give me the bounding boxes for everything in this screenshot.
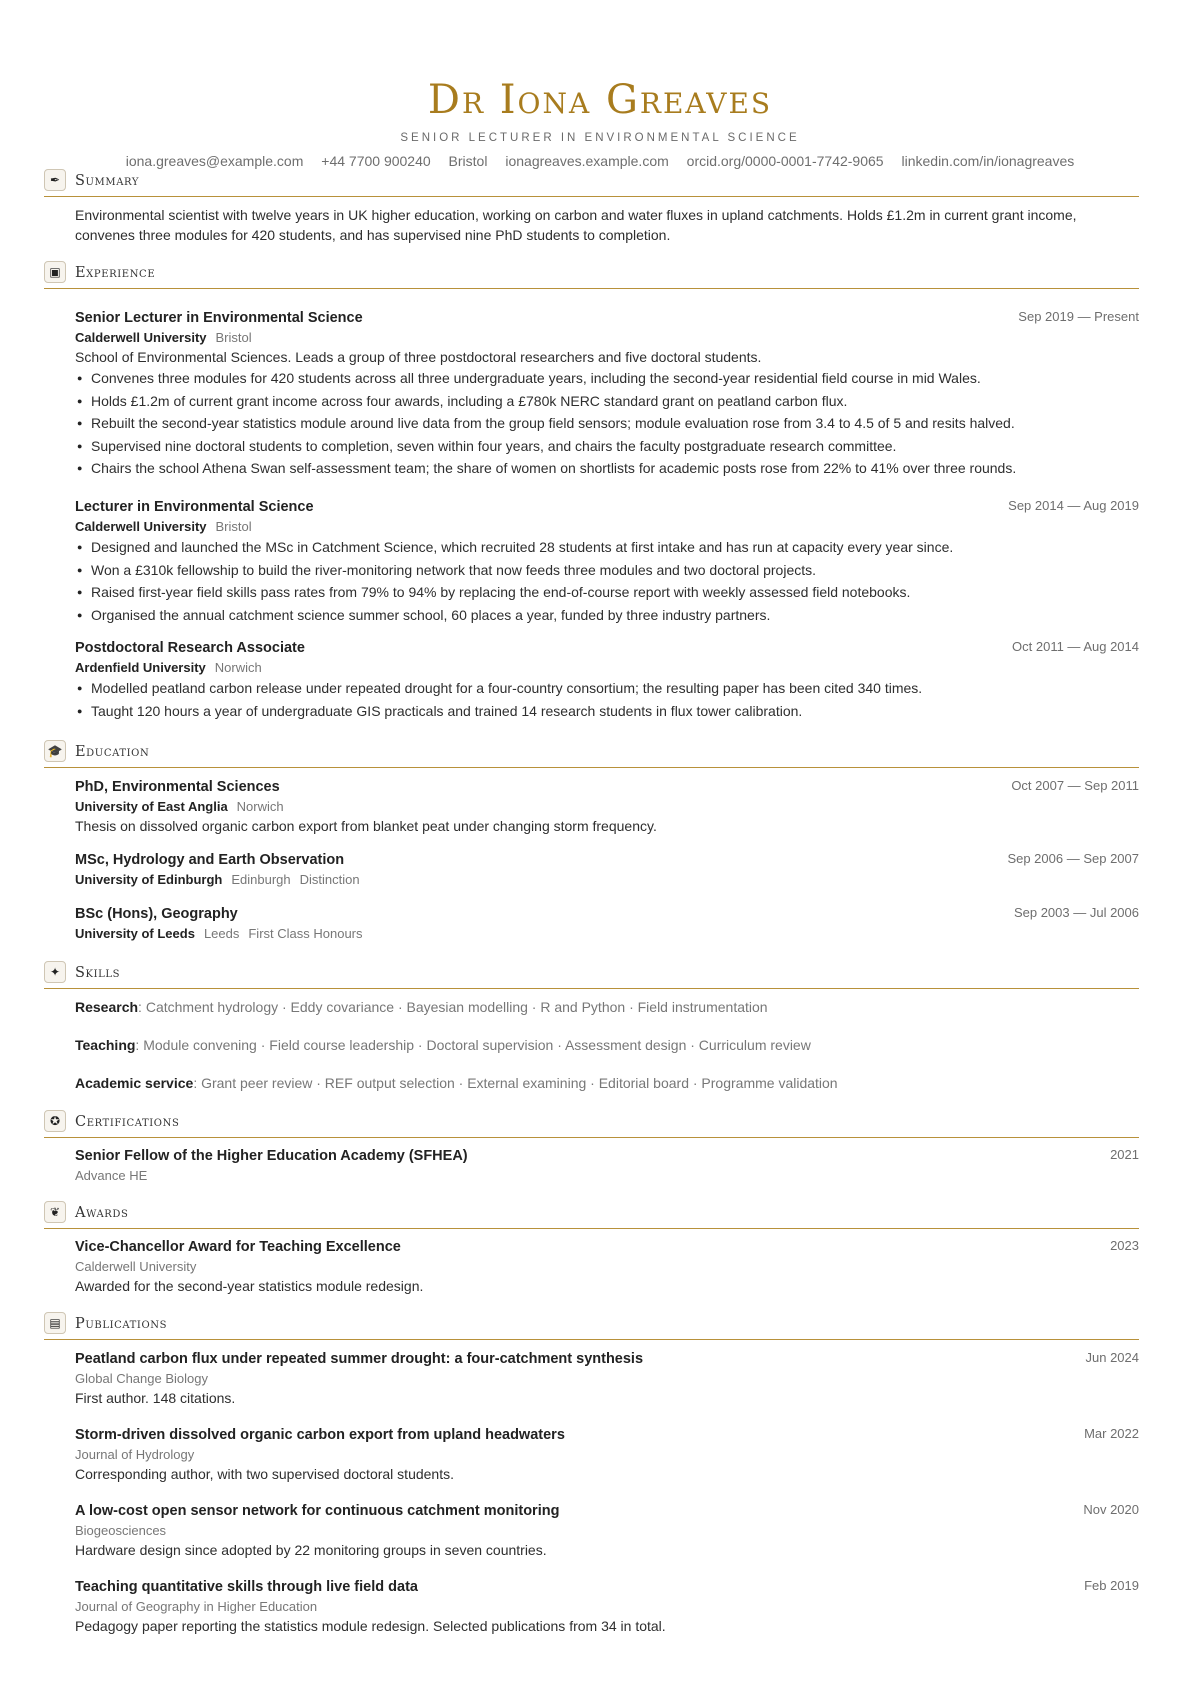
section-title: Publications xyxy=(75,1316,168,1332)
contact-phone[interactable]: +44 7700 900240 xyxy=(321,153,431,169)
section-header xyxy=(44,1112,1139,1138)
education-entry xyxy=(44,850,1139,889)
job-bullets xyxy=(75,367,1139,480)
contact-linkedin[interactable]: linkedin.com/in/ionagreaves xyxy=(901,153,1075,169)
publication-date: Feb 2019 xyxy=(1084,1578,1139,1593)
degree-title: PhD, Environmental Sciences xyxy=(75,779,280,795)
job-location: Bristol xyxy=(215,330,252,345)
degree-title: MSc, Hydrology and Earth Observation xyxy=(75,852,345,868)
job-title: Senior Lecturer in Environmental Science xyxy=(75,310,363,326)
experience-section xyxy=(44,263,1139,289)
certification-name: Senior Fellow of the Higher Education Academy (SFHEA) xyxy=(75,1148,468,1164)
job-bullets xyxy=(75,536,1139,626)
job-dates: Sep 2014 — Aug 2019 xyxy=(1008,498,1139,513)
book-icon: ▤ xyxy=(44,1312,66,1334)
contact-line xyxy=(0,153,1200,169)
skill-row: Research: Catchment hydrology · Eddy covariance · Bayesian modelling · R and Python · Field instrumentation xyxy=(75,999,768,1015)
section-title: Awards xyxy=(75,1205,129,1221)
skill-row: Academic service: Grant peer review · REF output selection · External examining · Editorial board · Programme validation xyxy=(75,1075,838,1091)
publication-note: Pedagogy paper reporting the statistics module redesign. Selected publications from 34 in total. xyxy=(75,1618,666,1634)
publication-entry xyxy=(44,1577,1139,1636)
section-header xyxy=(44,263,1139,289)
job-dates: Sep 2019 — Present xyxy=(1018,309,1139,324)
publication-title: Peatland carbon flux under repeated summer drought: a four-catchment synthesis xyxy=(75,1351,644,1367)
degree-dates: Sep 2003 — Jul 2006 xyxy=(1013,905,1139,920)
education-entry xyxy=(44,777,1139,836)
experience-entry xyxy=(44,308,1139,480)
laurel-icon: ❦ xyxy=(44,1201,66,1223)
publication-entry xyxy=(44,1349,1139,1408)
job-dates: Oct 2011 — Aug 2014 xyxy=(1012,639,1139,654)
job-title: Lecturer in Environmental Science xyxy=(75,499,314,515)
publication-title: A low-cost open sensor network for continuous catchment monitoring xyxy=(75,1503,560,1519)
certification-issuer: Advance HE xyxy=(75,1168,148,1183)
contact-orcid[interactable]: orcid.org/0000-0001-7742-9065 xyxy=(686,153,884,169)
publication-note: First author. 148 citations. xyxy=(75,1390,236,1406)
bullet-item: ● Won a £310k fellowship to build the river-monitoring network that now feeds three modules and two doctoral projects. xyxy=(75,559,1139,582)
institution-location: Leeds xyxy=(203,926,240,941)
publication-date: Jun 2024 xyxy=(1085,1350,1139,1365)
section-title: Skills xyxy=(75,965,121,981)
degree-note: Thesis on dissolved organic carbon export from blanket peat under changing storm frequency. xyxy=(75,818,657,834)
education-entry xyxy=(44,904,1139,943)
job-bullets xyxy=(75,677,1139,722)
job-organization: Calderwell University xyxy=(75,330,207,345)
bullet-item: ● Modelled peatland carbon release under repeated drought for a four-country consortium; the resulting paper has been cited 340 times. xyxy=(75,677,1139,700)
degree-title: BSc (Hons), Geography xyxy=(75,906,238,922)
job-location: Bristol xyxy=(215,519,252,534)
section-header xyxy=(44,171,1139,197)
contact-location: Bristol xyxy=(448,153,488,169)
awards-section xyxy=(44,1203,1139,1296)
graduation-cap-icon: 🎓 xyxy=(44,740,66,762)
summary-section xyxy=(44,171,1139,245)
publication-entry xyxy=(44,1425,1139,1484)
bullet-item: ● Taught 120 hours a year of undergraduate GIS practicals and trained 14 research students in flux tower calibration. xyxy=(75,700,1139,723)
section-title: Education xyxy=(75,744,150,760)
section-header xyxy=(44,963,1139,989)
publication-entry xyxy=(44,1501,1139,1560)
publication-journal: Journal of Geography in Higher Education xyxy=(75,1599,318,1614)
publication-journal: Journal of Hydrology xyxy=(75,1447,195,1462)
section-title: Certifications xyxy=(75,1114,180,1130)
section-header xyxy=(44,742,1139,768)
certification-date: 2021 xyxy=(1110,1147,1139,1162)
candidate-title: SENIOR LECTURER IN ENVIRONMENTAL SCIENCE xyxy=(400,132,800,144)
degree-dates: Oct 2007 — Sep 2011 xyxy=(1011,778,1139,793)
job-title: Postdoctoral Research Associate xyxy=(75,640,305,656)
degree-honours: First Class Honours xyxy=(248,926,363,941)
bullet-item: ● Rebuilt the second-year statistics module around live data from the group field sensors; module evaluation rose from 3.4 to 4.5 of 5 and resits halved. xyxy=(75,412,1139,435)
publication-note: Corresponding author, with two supervised doctoral students. xyxy=(75,1466,454,1482)
experience-entry xyxy=(44,638,1139,722)
job-organization: Calderwell University xyxy=(75,519,207,534)
resume-header xyxy=(0,0,1200,169)
bullet-item: ● Chairs the school Athena Swan self-assessment team; the share of women on shortlists for academic posts rose from 22% to 41% over three rounds. xyxy=(75,457,1139,480)
publication-journal: Global Change Biology xyxy=(75,1371,208,1386)
award-name: Vice-Chancellor Award for Teaching Excellence xyxy=(75,1239,401,1255)
institution: University of East Anglia xyxy=(75,799,228,814)
award-note: Awarded for the second-year statistics module redesign. xyxy=(75,1278,424,1294)
degree-honours: Distinction xyxy=(299,872,360,887)
skills-section xyxy=(44,963,1139,1093)
summary-text: Environmental scientist with twelve years in UK higher education, working on carbon and water fluxes in upland catchments. Holds £1.2m in current grant income, convenes three modules for 420 students, and has supervised nine PhD students to completion. xyxy=(75,207,1077,243)
skill-items: Module convening · Field course leadership · Doctoral supervision · Assessment design · Curriculum review xyxy=(143,1037,811,1053)
bullet-item: ● Organised the annual catchment science summer school, 60 places a year, funded by three industry partners. xyxy=(75,604,1139,627)
job-location: Norwich xyxy=(214,660,262,675)
section-title: Summary xyxy=(75,173,140,189)
publication-title: Storm-driven dissolved organic carbon export from upland headwaters xyxy=(75,1427,565,1443)
bullet-item: ● Raised first-year field skills pass rates from 79% to 94% by replacing the end-of-course report with weekly assessed field notebooks. xyxy=(75,581,1139,604)
institution: University of Edinburgh xyxy=(75,872,223,887)
award-date: 2023 xyxy=(1110,1238,1139,1253)
skill-items: Grant peer review · REF output selection · External examining · Editorial board · Programme validation xyxy=(201,1075,838,1091)
publication-journal: Biogeosciences xyxy=(75,1523,167,1538)
experience-entry xyxy=(44,497,1139,626)
institution-location: Edinburgh xyxy=(231,872,291,887)
pen-nib-icon: ✒ xyxy=(44,169,66,191)
bullet-item: ● Holds £1.2m of current grant income across four awards, including a £780k NERC standard grant on peatland carbon flux. xyxy=(75,390,1139,413)
degree-dates: Sep 2006 — Sep 2007 xyxy=(1007,851,1139,866)
bullet-item: ● Convenes three modules for 420 students across all three undergraduate years, including the second-year residential field course in mid Wales. xyxy=(75,367,1139,390)
job-organization: Ardenfield University xyxy=(75,660,206,675)
publication-note: Hardware design since adopted by 22 monitoring groups in seven countries. xyxy=(75,1542,547,1558)
section-header xyxy=(44,1314,1139,1340)
certifications-section xyxy=(44,1112,1139,1185)
skill-label: Research xyxy=(75,999,139,1015)
contact-email[interactable]: iona.greaves@example.com xyxy=(125,153,304,169)
bullet-item: ● Supervised nine doctoral students to completion, seven within four years, and chairs the faculty postgraduate research committee. xyxy=(75,435,1139,458)
section-title: Experience xyxy=(75,265,156,281)
skill-items: Catchment hydrology · Eddy covariance · Bayesian modelling · R and Python · Field instrumentation xyxy=(145,999,768,1015)
publication-date: Nov 2020 xyxy=(1083,1502,1139,1517)
institution: University of Leeds xyxy=(75,926,195,941)
bullet-item: ● Designed and launched the MSc in Catchment Science, which recruited 28 students at first intake and has run at capacity every year since. xyxy=(75,536,1139,559)
institution-location: Norwich xyxy=(236,799,284,814)
section-header xyxy=(44,1203,1139,1229)
award-ribbon-icon: ✪ xyxy=(44,1110,66,1132)
candidate-name: Dr Iona Greaves xyxy=(427,77,773,123)
publication-title: Teaching quantitative skills through live field data xyxy=(75,1579,418,1595)
skill-label: Academic service xyxy=(75,1075,194,1091)
publication-date: Mar 2022 xyxy=(1084,1426,1139,1441)
skill-label: Teaching xyxy=(75,1037,136,1053)
contact-website[interactable]: ionagreaves.example.com xyxy=(505,153,669,169)
job-description: School of Environmental Sciences. Leads a group of three postdoctoral researchers and five doctoral students. xyxy=(75,349,762,365)
briefcase-icon: ▣ xyxy=(44,261,66,283)
sparkle-icon: ✦ xyxy=(44,961,66,983)
education-section xyxy=(44,742,1139,768)
award-issuer: Calderwell University xyxy=(75,1259,197,1274)
skill-row: Teaching: Module convening · Field course leadership · Doctoral supervision · Assessment design · Curriculum review xyxy=(75,1037,811,1053)
publications-section xyxy=(44,1314,1139,1340)
